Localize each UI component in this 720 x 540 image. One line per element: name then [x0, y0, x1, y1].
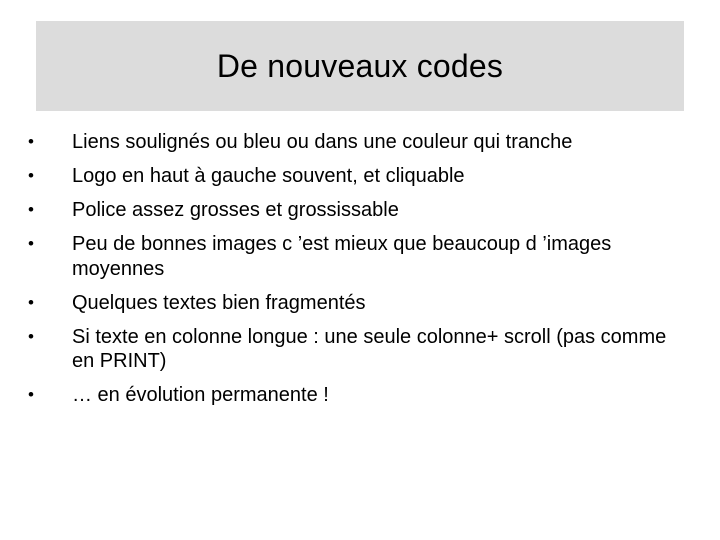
bullet-text: Si texte en colonne longue : une seule colonne+ scroll (pas comme en PRINT) — [72, 325, 667, 372]
bullet-item-logo — [28, 164, 688, 189]
slide-title-bar — [36, 21, 684, 111]
bullet-icon: • — [28, 385, 34, 404]
bullet-icon: • — [28, 326, 34, 346]
bullet-icon: • — [28, 166, 34, 185]
bullet-text: … en évolution permanente ! — [72, 384, 329, 406]
bullet-text: Peu de bonnes images c ’est mieux que beaucoup d ’images moyennes — [72, 233, 612, 280]
bullet-item-links — [28, 130, 688, 155]
bullet-item-images — [28, 232, 688, 281]
bullet-icon: • — [28, 200, 34, 219]
bullet-icon: • — [28, 234, 34, 253]
bullet-icon: • — [28, 292, 34, 312]
bullet-icon: • — [28, 132, 34, 151]
bullet-text: Police assez grosses et grossissable — [72, 199, 399, 221]
bullet-item-font — [28, 198, 688, 223]
bullet-item-texts — [28, 291, 688, 316]
bullet-text: Quelques textes bien fragmentés — [72, 291, 366, 314]
slide-title: De nouveaux codes — [216, 48, 504, 84]
bullet-list — [28, 130, 688, 417]
bullet-item-column — [28, 325, 688, 374]
bullet-text: Logo en haut à gauche souvent, et cliquable — [72, 165, 465, 187]
bullet-item-evolution — [28, 383, 688, 408]
bullet-text: Liens soulignés ou bleu ou dans une couleur qui tranche — [72, 131, 573, 153]
